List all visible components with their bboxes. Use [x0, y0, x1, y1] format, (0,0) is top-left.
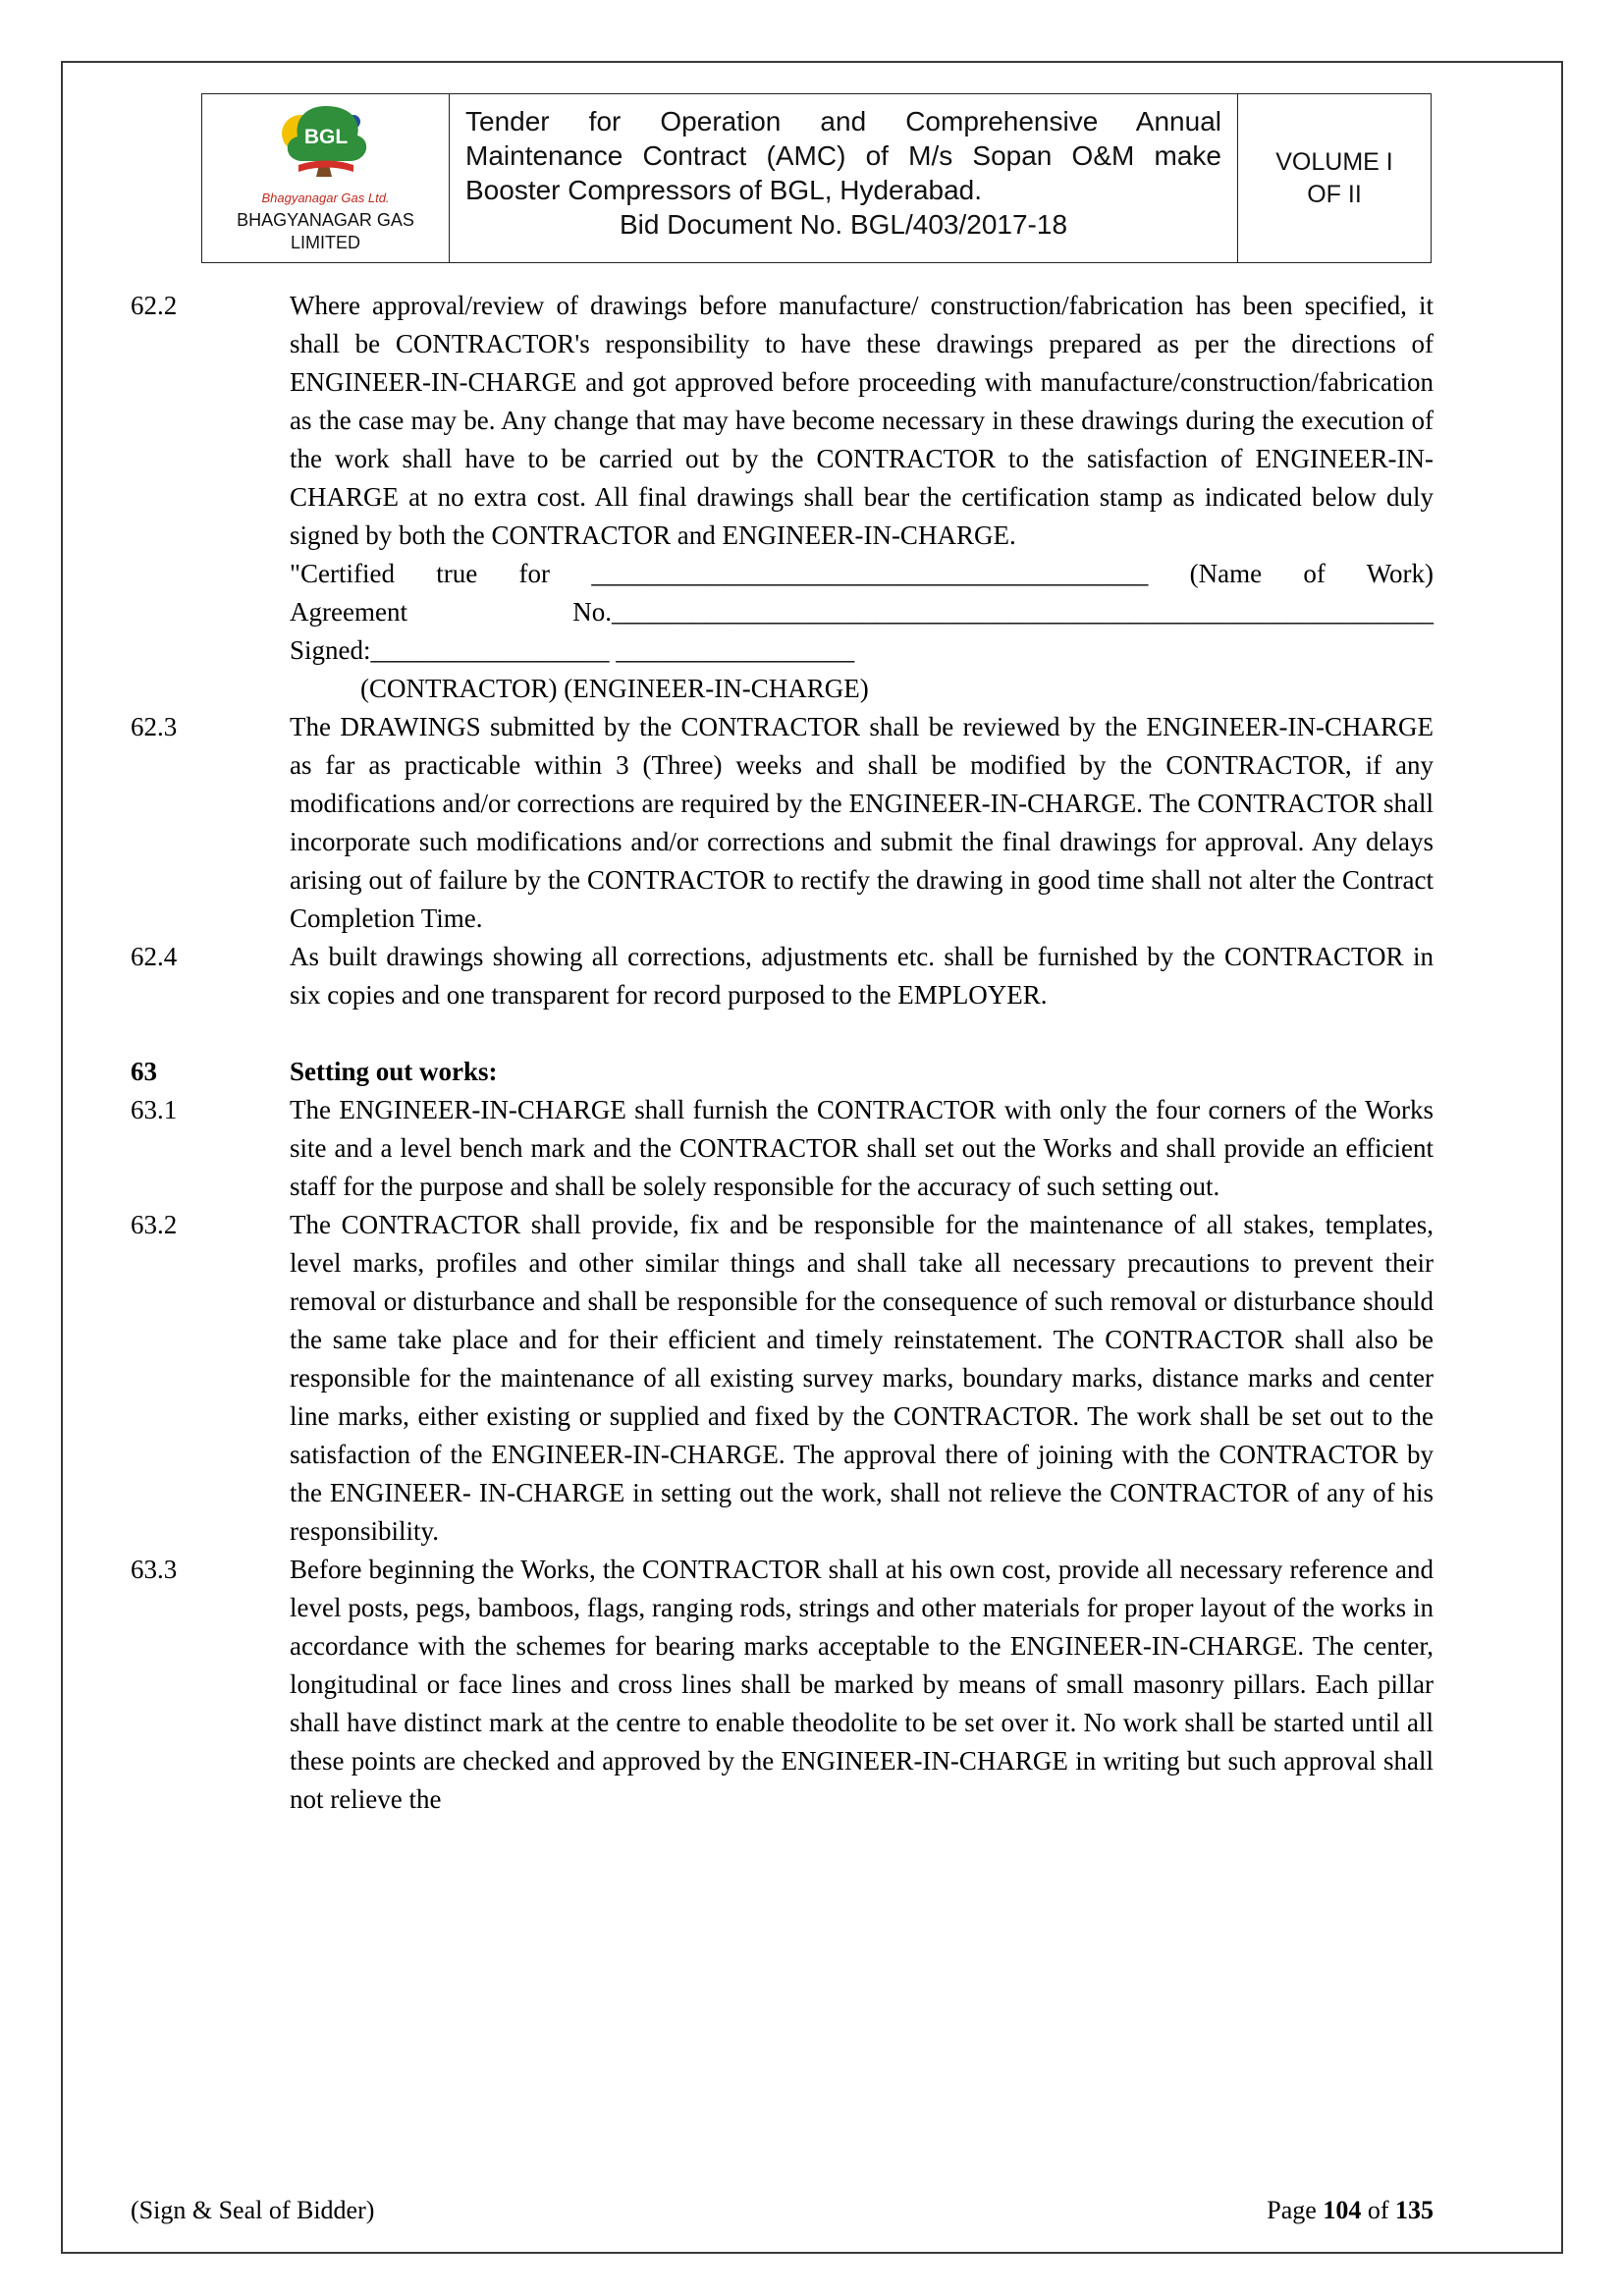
clause-62-2 — [131, 287, 1434, 555]
clause-text: Before beginning the Works, the CONTRACTOR shall at his own cost, provide all necessary reference and level posts, pegs, bamboos, flags, ranging rods, strings and other materials for proper layout of the works in accordance with the schemes for bearing marks acceptable to the ENGINEER-IN-CHARGE. The center, longitudinal or face lines and cross lines shall be marked by means of small masonry pillars. Each pillar shall have distinct mark at the centre to enable theodolite to be set over it. No work shall be started until all these points are checked and approved by the ENGINEER-IN-CHARGE in writing but such approval shall not relieve the — [290, 1555, 1434, 1814]
clause-63-3 — [131, 1551, 1434, 1819]
section-title: Setting out works: — [290, 1057, 498, 1086]
logo-acronym: BGL — [303, 126, 348, 148]
clause-text: As built drawings showing all corrections, adjustments etc. shall be furnished by the CONTRACTOR in six copies and one transparent for record purposed to the EMPLOYER. — [290, 942, 1434, 1010]
document-footer — [131, 2196, 1434, 2225]
clause-text: Where approval/review of drawings before manufacture/ construction/fabrication has been specified, it shall be CONTRACTOR's responsibility to have these drawings prepared as per the directions of ENGINEER-IN-CHARGE and got approved before proceeding with manufacture/construction/fabrication as the case may be. Any change that may have become necessary in these drawings during the execution of the work shall have to be carried out by the CONTRACTOR to the satisfaction of ENGINEER-IN-CHARGE at no extra cost. All final drawings shall bear the certification stamp as indicated below duly signed by both the CONTRACTOR and ENGINEER-IN-CHARGE. — [290, 291, 1434, 550]
signatories-line: (CONTRACTOR) (ENGINEER-IN-CHARGE) — [360, 674, 869, 703]
section-heading-63 — [131, 1053, 1434, 1091]
company-name-line2: LIMITED — [290, 233, 360, 252]
document-header — [201, 93, 1432, 263]
clause-text: The DRAWINGS submitted by the CONTRACTOR shall be reviewed by the ENGINEER-IN-CHARGE as far as practicable within 3 (Three) weeks and shall be modified by the CONTRACTOR, if any modifications and/or corrections are required by the ENGINEER-IN-CHARGE. The CONTRACTOR shall incorporate such modifications and/or corrections and submit the final drawings for approval. Any delays arising out of failure by the CONTRACTOR to rectify the drawing in good time shall not alter the Contract Completion Time. — [290, 712, 1434, 933]
volume-line1: VOLUME I — [1275, 147, 1393, 176]
clause-number: 62.3 — [131, 712, 178, 741]
bid-document-number: Bid Document No. BGL/403/2017-18 — [619, 209, 1068, 240]
page-number — [1267, 2196, 1434, 2225]
page-of: of — [1367, 2196, 1389, 2224]
certification-lines — [290, 555, 1434, 708]
clause-number-spacer — [131, 555, 290, 708]
tender-title: Tender for Operation and Comprehensive Annual Maintenance Contract (AMC) of M/s Sopan O&M make Booster Compressors of BGL, Hyderabad. — [465, 106, 1221, 205]
bgl-logo-icon — [271, 102, 381, 192]
document-body — [131, 287, 1434, 1819]
certification-block — [131, 555, 1434, 708]
logo-cell — [202, 94, 450, 262]
clause-63-1 — [131, 1091, 1434, 1206]
clause-number: 62.2 — [131, 291, 178, 320]
sign-seal-label: (Sign & Seal of Bidder) — [131, 2196, 375, 2224]
clause-number: 62.4 — [131, 942, 178, 971]
clause-text: The ENGINEER-IN-CHARGE shall furnish the CONTRACTOR with only the four corners of the Works site and a level bench mark and the CONTRACTOR shall set out the Works and shall provide an efficient staff for the purpose and shall be solely responsible for the accuracy of such setting out. — [290, 1095, 1434, 1201]
clause-63-2 — [131, 1206, 1434, 1551]
section-number: 63 — [131, 1057, 157, 1086]
clause-number: 63.3 — [131, 1555, 178, 1584]
page-current: 104 — [1323, 2196, 1362, 2224]
clause-text: The CONTRACTOR shall provide, fix and be responsible for the maintenance of all stakes, templates, level marks, profiles and other similar things and shall take all necessary precautions to prevent their removal or disturbance and shall be responsible for the consequence of such removal or disturbance should the same take place and for their efficient and timely reinstatement. The CONTRACTOR shall also be responsible for the maintenance of all existing survey marks, boundary marks, distance marks and center line marks, either existing or supplied and fixed by the CONTRACTOR. The work shall be set out to the satisfaction of the ENGINEER-IN-CHARGE. The approval there of joining with the CONTRACTOR by the ENGINEER- IN-CHARGE in setting out the work, shall not relieve the CONTRACTOR of any of his responsibility. — [290, 1210, 1434, 1546]
logo-tagline: Bhagyanagar Gas Ltd. — [261, 191, 390, 205]
clause-number: 63.1 — [131, 1095, 178, 1124]
agreement-no-line: Agreement No.______________________________________________________________ — [290, 597, 1434, 627]
volume-line2: OF II — [1307, 180, 1362, 208]
title-cell — [450, 94, 1238, 262]
volume-cell — [1238, 94, 1431, 262]
signed-line: Signed:__________________ __________________ — [290, 635, 855, 665]
clause-62-4 — [131, 938, 1434, 1014]
page-prefix: Page — [1267, 2196, 1317, 2224]
certified-true-line: "Certified true for __________________________________________ (Name of Work) — [290, 559, 1434, 588]
clause-62-3 — [131, 708, 1434, 938]
company-name-line1: BHAGYANAGAR GAS — [237, 210, 414, 230]
clause-number: 63.2 — [131, 1210, 178, 1239]
company-name — [237, 209, 414, 254]
page-total: 135 — [1395, 2196, 1434, 2224]
